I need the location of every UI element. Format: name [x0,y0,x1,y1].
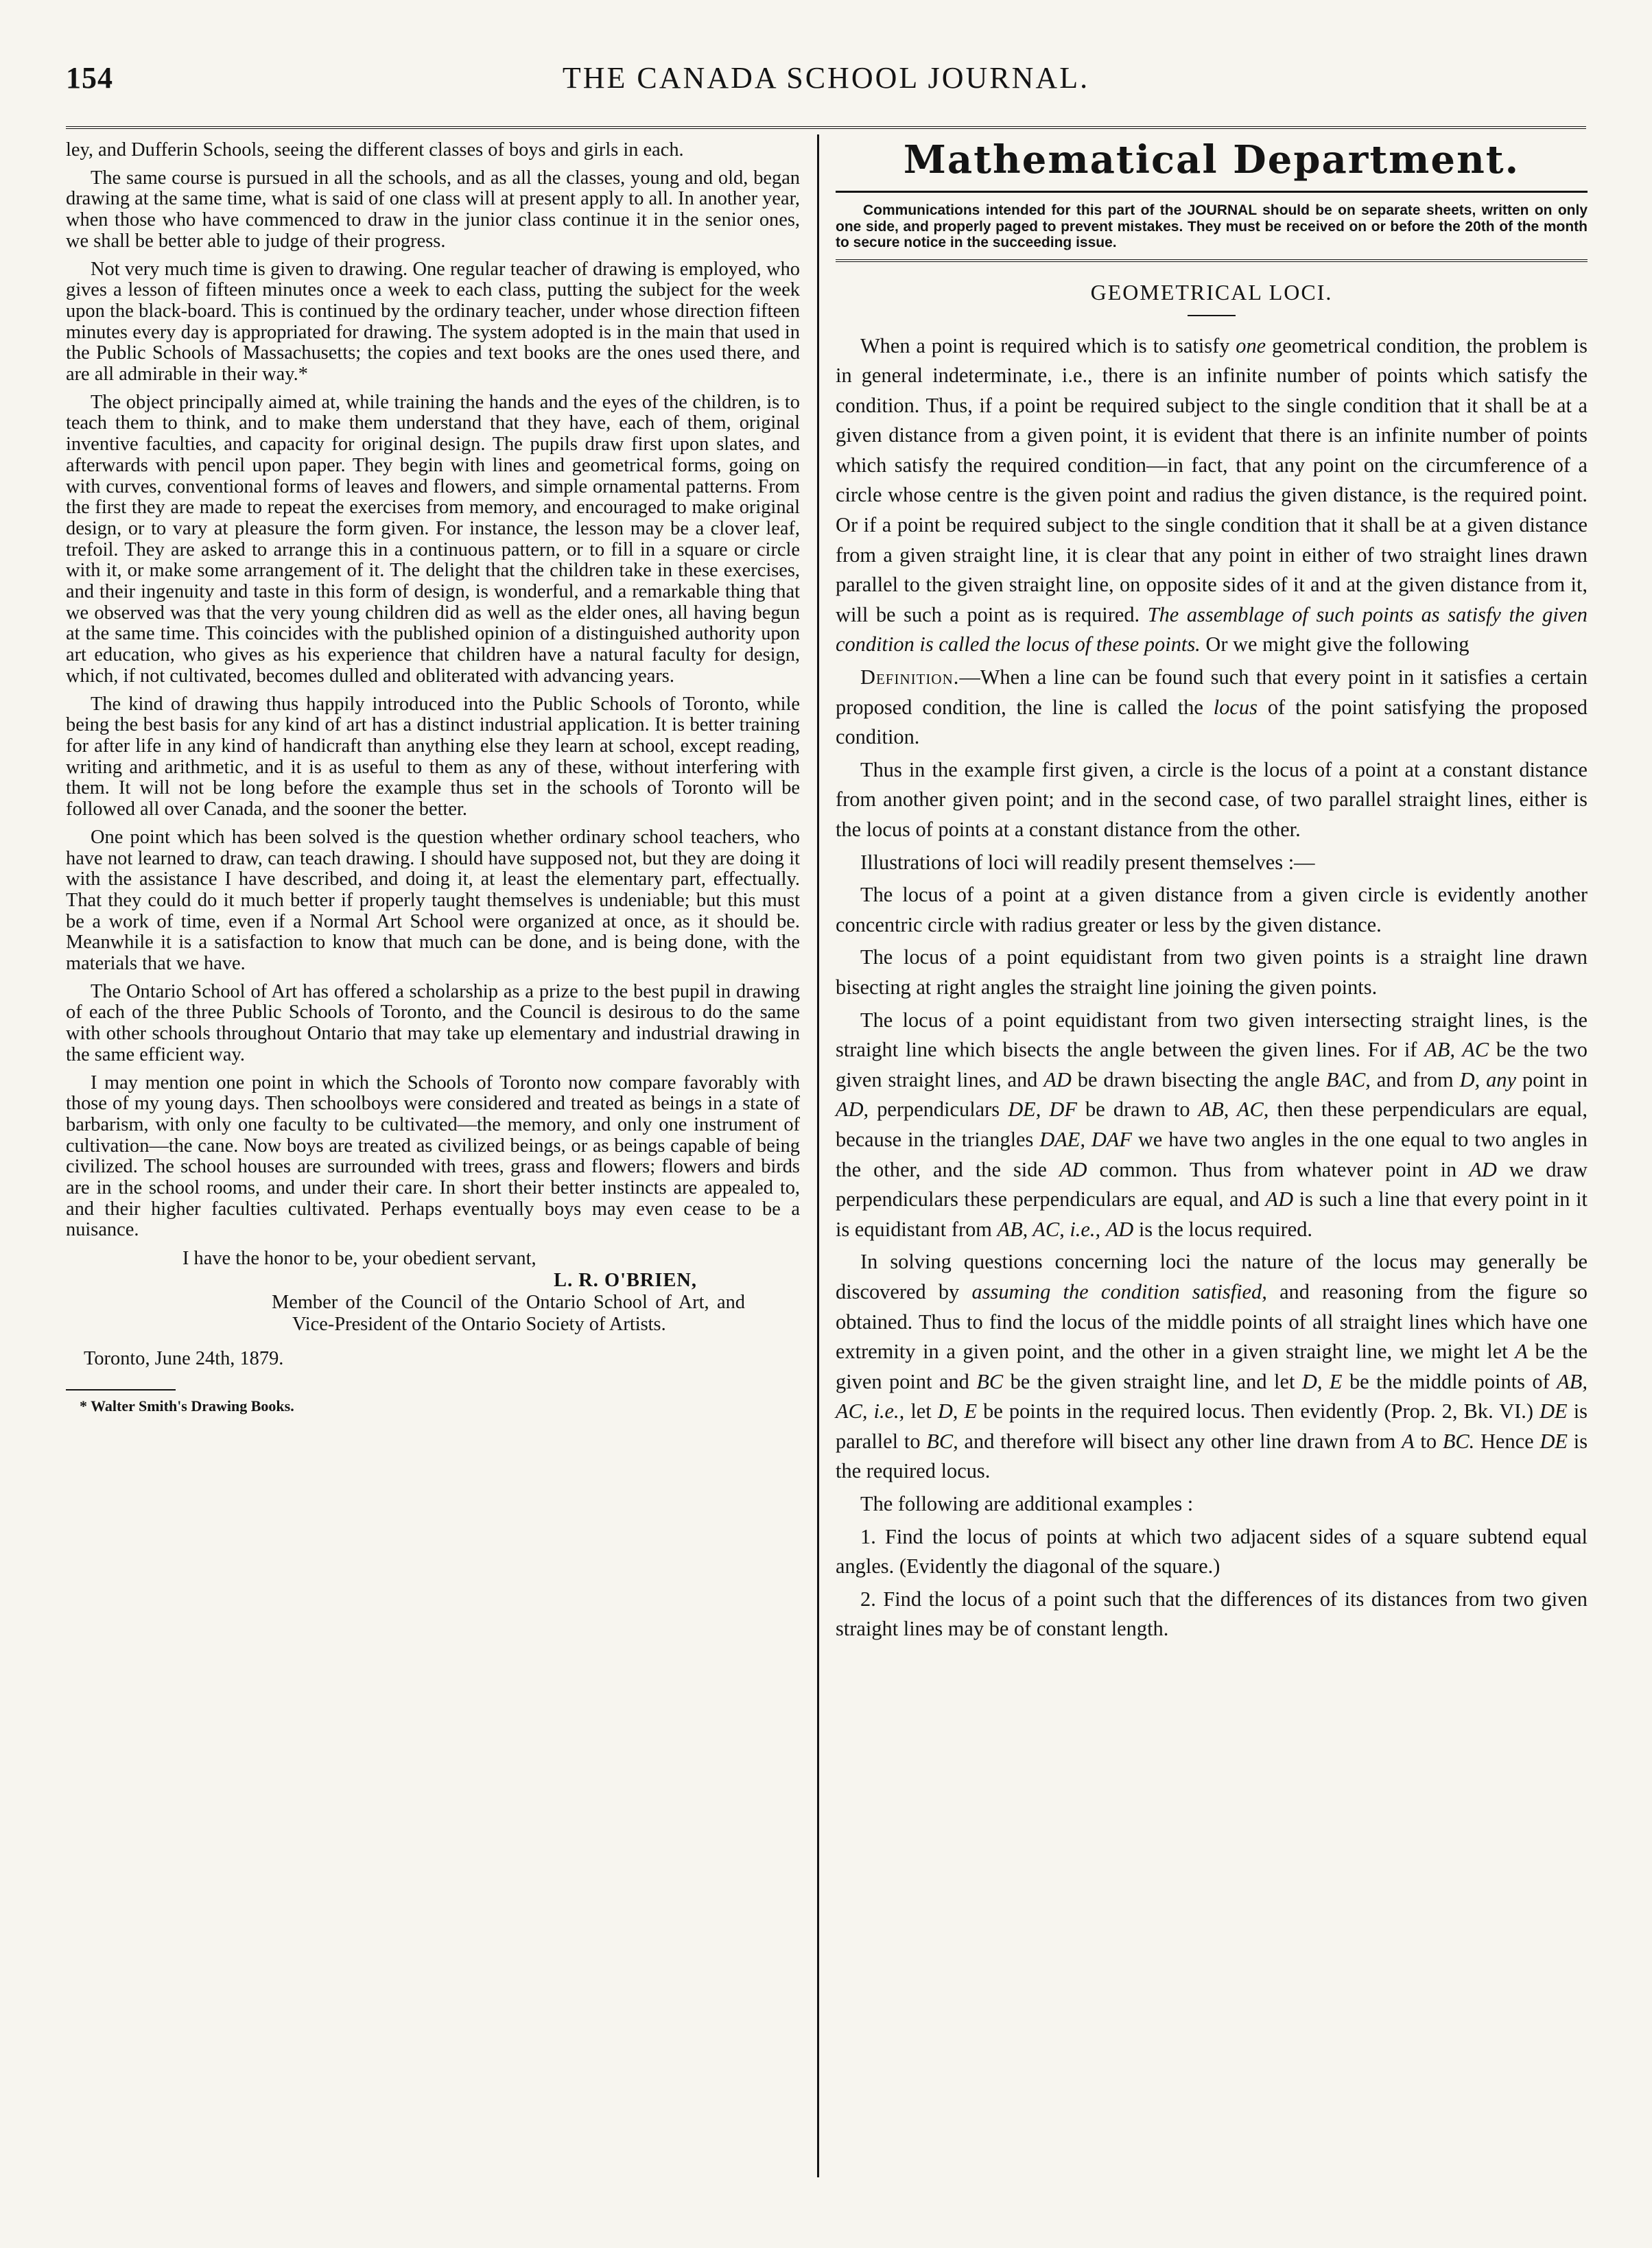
paragraph: One point which has been solved is the question whether ordinary school teachers, who have not learned to draw, can teach drawing. I should have supposed not, but they are doing it with the assistance I have described, and doing it, at least the elementary part, effectually. That they could do it much better if properly taught themselves is undeniable; but this must be a work of time, even if a Normal Art School were organized at once, as it should be. Meanwhile it is a satisfaction to know that much can be done, and is being done, with the materials that we have. [66,826,800,975]
footnote: * Walter Smith's Drawing Books. [80,1397,294,1415]
section-rule [1188,315,1236,316]
right-column [836,137,1588,1647]
paragraph: The Ontario School of Art has offered a scholarship as a prize to the best pupil in drawing of each of the three Public Schools of Toronto, and the Council is desirous to do the same with other schools throughout Ontario that may take up elementary and industrial drawing in the same efficient way. [66,980,800,1065]
page-header [66,59,1586,117]
header-rule [66,126,1586,129]
submission-notice: Communications intended for this part of the JOURNAL should be on separate sheets, written on only one side, and properly paged to prevent mistakes. They must be received on or before the 20th of the month to secure notice in the succeeding issue. [836,202,1588,250]
letter-signature [66,1248,800,1370]
letter-closing: I have the honor to be, your obedient servant, [182,1248,536,1270]
paragraph: Not very much time is given to drawing. One regular teacher of drawing is employed, who gives a lesson of fifteen minutes once a week to each class, putting the subject for the week upon the black-board. This is continued by the ordinary teacher, under whose direction fifteen minutes every day is appropriated for drawing. The system adopted is in the main that used in the Public Schools of Massachusetts; the copies and text books are the ones used there, and are all admirable in their way.* [66,258,800,386]
notice-rule [836,259,1588,262]
definition-label: Definition. [860,665,960,689]
footnote-rule [66,1389,176,1391]
paragraph: In solving questions concerning loci the nature of the locus may generally be discovered by assuming the condition satisfied, and reasoning from the figure so obtained. Thus to find the locus of the middle points of all straight lines which have one extremity in a given point, and the other in a given straight line, we might let A be the given point and BC be the given straight line, and let D, E be the middle points of AB, AC, i.e., let D, E be points in the required locus. Then evidently (Prop. 2, Bk. VI.) DE is parallel to BC, and therefore will bisect any other line drawn from A to BC. Hence DE is the required locus. [836,1250,1588,1483]
paragraph: The same course is pursued in all the schools, and as all the classes, young and old, began drawing at the same time, what is said of one class will at present apply to all. In another year, when those who have commenced to draw in the junior class continue it in the senior ones, we shall be better able to judge of their progress. [66,167,800,252]
signatory-role: Member of the Council of the Ontario School of Art, and Vice-President of the Ontario Society of Artists. [272,1292,745,1336]
left-column [66,140,800,1415]
paragraph: Thus in the example first given, a circle is the locus of a point at a constant distance from another given point; and in the second case, of two parallel straight lines, either is the locus of points at a constant distance from the other. [836,757,1588,841]
paragraph: I may mention one point in which the Schools of Toronto now compare favorably with those of my young days. Then schoolboys were considered and treated as beings in a state of barbarism, with only one faculty to be cultivated—the memory, and only one instrument of cultivation—the cane. Now boys are treated as civilized beings, or as beings capable of being civilized. The school houses are surrounded with trees, grass and flowers; flowers and birds are in the school rooms, and under their care. In short their better instincts are appealed to, and their higher faculties cultivated. Perhaps eventually boys may even cease to be a nuisance. [66,1072,800,1241]
definition-paragraph: Definition.—When a line can be found such that every point in it satisfies a certain proposed condition, the line is called the locus of the point satisfying the proposed condition. [836,665,1588,749]
paragraph: Illustrations of loci will readily present themselves :— [860,850,1315,874]
column-divider [817,134,819,2177]
example-item: 2. Find the locus of a point such that the differences of its distances from two given straight lines may be of constant length. [836,1587,1588,1641]
paragraph: The following are additional examples : [860,1492,1194,1516]
paragraph: The locus of a point at a given distance from a given circle is evidently another concentric circle with radius greater or less by the given distance. [836,883,1588,936]
journal-title: THE CANADA SCHOOL JOURNAL. [562,61,1090,95]
example-item: 1. Find the locus of points at which two adjacent sides of a square subtend equal angles. (Evidently the diagonal of the square.) [836,1524,1588,1578]
department-rule [836,191,1588,193]
paragraph: The locus of a point equidistant from two given points is a straight line drawn bisecting at right angles the straight line joining the given points. [836,945,1588,999]
signatory-name: L. R. O'BRIEN, [554,1270,697,1292]
page-number: 154 [66,61,113,95]
letter-dateline: Toronto, June 24th, 1879. [84,1348,284,1370]
department-title: Mathematical Department. [903,137,1520,182]
paragraph: When a point is required which is to satisfy one geometrical condition, the problem is in general indeterminate, i.e., there is an infinite number of points which satisfy the condition. Thus, if a point be required subject to the single condition that it shall be at a given distance from a given point, it is evident that there is an infinite number of points which satisfy the required condition—in fact, that any point on the circumference of a circle whose centre is the given point and radius the given distance, is the required point. Or if a point be required subject to the single condition that it shall be at a given distance from a given straight line, it is clear that any point in either of two straight lines drawn parallel to the given straight line, on opposite sides of it and at the given distance from it, will be such a point as is required. The assemblage of such points as satisfy the given condition is called the locus of these points. Or we might give the following [836,333,1588,656]
paragraph: The locus of a point equidistant from two given intersecting straight lines, is the straight line which bisects the angle between the given lines. For if AB, AC be the two given straight lines, and AD be drawn bisecting the angle BAC, and from D, any point in AD, perpendiculars DE, DF be drawn to AB, AC, then these perpendiculars are equal, because in the triangles DAE, DAF we have two angles in the one equal to two angles in the other, and the side AD common. Thus from whatever point in AD we draw perpendiculars these perpendiculars are equal, and AD is such a line that every point in it is equidistant from AB, AC, i.e., AD is the locus required. [836,1008,1588,1241]
section-title: GEOMETRICAL LOCI. [1090,279,1333,305]
paragraph: The kind of drawing thus happily introduced into the Public Schools of Toronto, while being the best basis for any kind of art has a distinct industrial application. It is better training for after life in any kind of handicraft than anything else they learn at school, except reading, writing and arithmetic, and it is as useful to them as any of these, without interfering with them. It will not be long before the example thus set in the schools of Toronto will be followed all over Canada, and the sooner the better. [66,693,800,820]
paragraph: The object principally aimed at, while training the hands and the eyes of the children, is to teach them to think, and to make them understand that they have, each of them, original inventive faculties, and capacity for original design. The pupils draw first upon slates, and afterwards with pencil upon paper. They begin with lines and geometrical forms, going on with curves, conventional forms of leaves and flowers, and simple ornamental patterns. From the first they are made to repeat the exercises from memory, and encouraged to make original design, or to vary at pleasure the form given. For instance, the lesson may be a clover leaf, trefoil. They are asked to arrange this in a continuous pattern, or to fill in a square or circle with it, or make some arrangement of it. The delight that the children take in these exercises, and their ingenuity and taste in this form of design, is wonderful, and a remarkable thing that we observed was that the very young children did as well as the elder ones, all having begun at the same time. This coincides with the published opinion of a distinguished authority upon art education, who gives as his experience that children have a natural faculty for design, which, if not cultivated, becomes dulled and obliterated with advancing years. [66,391,800,687]
paragraph: ley, and Dufferin Schools, seeing the different classes of boys and girls in each. [66,139,684,161]
